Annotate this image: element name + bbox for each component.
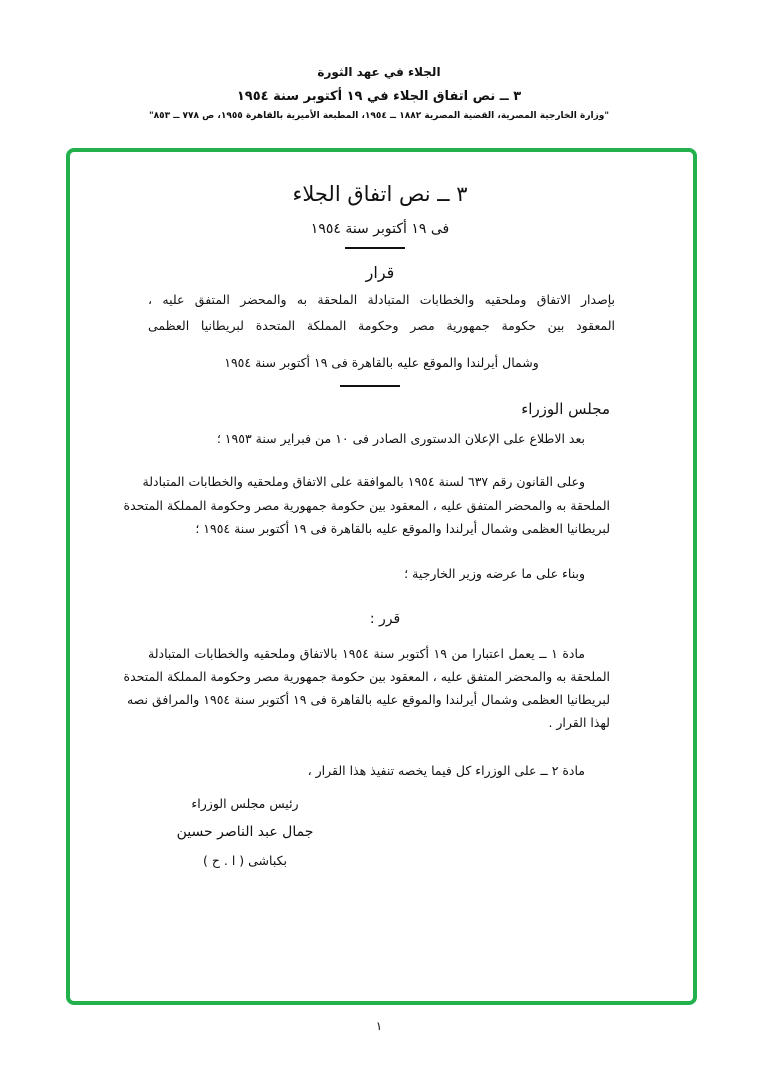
- article-1-line: لبريطانيا العظمى وشمال أيرلندا والموقع عليه بالقاهرة فى ١٩ أكتوبر سنة ١٩٥٤ والمرافق نصه: [126, 692, 610, 707]
- signature-name: جمال عبد الناصر حسين: [176, 824, 314, 840]
- document-title: ٣ ــ نص اتفاق الجلاء: [292, 182, 468, 206]
- recital-1: بعد الاطلاع على الإعلان الدستورى الصادر فى ١٠ من فبراير سنة ١٩٥٣ ؛: [216, 431, 585, 446]
- divider: [345, 247, 405, 249]
- article-2: مادة ٢ ــ على الوزراء كل فيما يخصه تنفيذ هذا القرار ،: [307, 763, 585, 778]
- section-title: ٣ ــ نص اتفاق الجلاء في ١٩ أكتوبر سنة ١٩٥٤: [236, 89, 522, 104]
- page-number: ١: [375, 1019, 383, 1033]
- decided-heading: قرر :: [369, 611, 401, 627]
- article-1-line: لهذا القرار .: [548, 715, 610, 730]
- article-1-line: الملحقة به والمحضر المتفق عليه ، المعقود بين حكومة جمهورية مصر وحكومة المملكة المتحدة: [123, 669, 610, 684]
- article-1-line: مادة ١ ــ يعمل اعتبارا من ١٩ أكتوبر سنة ١٩٥٤ بالاتفاق وملحقيه والخطابات المتبادلة: [148, 646, 585, 661]
- recital-3: وبناء على ما عرضه وزير الخارجية ؛: [404, 566, 585, 581]
- signature-rank: بكباشى ( ا . ح ): [203, 853, 287, 868]
- decision-heading: قرار: [365, 263, 395, 282]
- recital-2-line: لبريطانيا العظمى وشمال أيرلندا والموقع عليه بالقاهرة فى ١٩ أكتوبر سنة ١٩٥٤ ؛: [195, 521, 610, 536]
- divider: [340, 385, 400, 387]
- recital-2-line: وعلى القانون رقم ٦٣٧ لسنة ١٩٥٤ بالموافقة على الاتفاق وملحقيه والخطابات المتبادلة: [142, 474, 585, 489]
- preamble-line: المعقود بين حكومة جمهورية مصر وحكومة المملكة المتحدة لبريطانيا العظمى: [148, 318, 615, 333]
- signature-role: رئيس مجلس الوزراء: [191, 796, 299, 811]
- document-date: فى ١٩ أكتوبر سنة ١٩٥٤: [310, 221, 450, 237]
- book-title: الجلاء في عهد الثورة: [317, 65, 441, 79]
- council-heading: مجلس الوزراء: [521, 400, 610, 418]
- preamble-line: بإصدار الاتفاق وملحقيه والخطابات المتبادلة الملحقة به والمحضر المتفق عليه ،: [148, 292, 615, 307]
- preamble-line: وشمال أيرلندا والموقع عليه بالقاهرة فى ١٩ أكتوبر سنة ١٩٥٤: [224, 355, 539, 370]
- source-citation: "وزارة الخارجية المصرية، القضية المصرية ١٨٨٢ ــ ١٩٥٤، المطبعة الأميرية بالقاهرة ١٩٥٥، ص ٧٧٨ ــ ٨٥٣": [148, 111, 610, 121]
- recital-2-line: الملحقة به والمحضر المتفق عليه ، المعقود بين حكومة جمهورية مصر وحكومة المملكة المتحدة: [123, 498, 610, 513]
